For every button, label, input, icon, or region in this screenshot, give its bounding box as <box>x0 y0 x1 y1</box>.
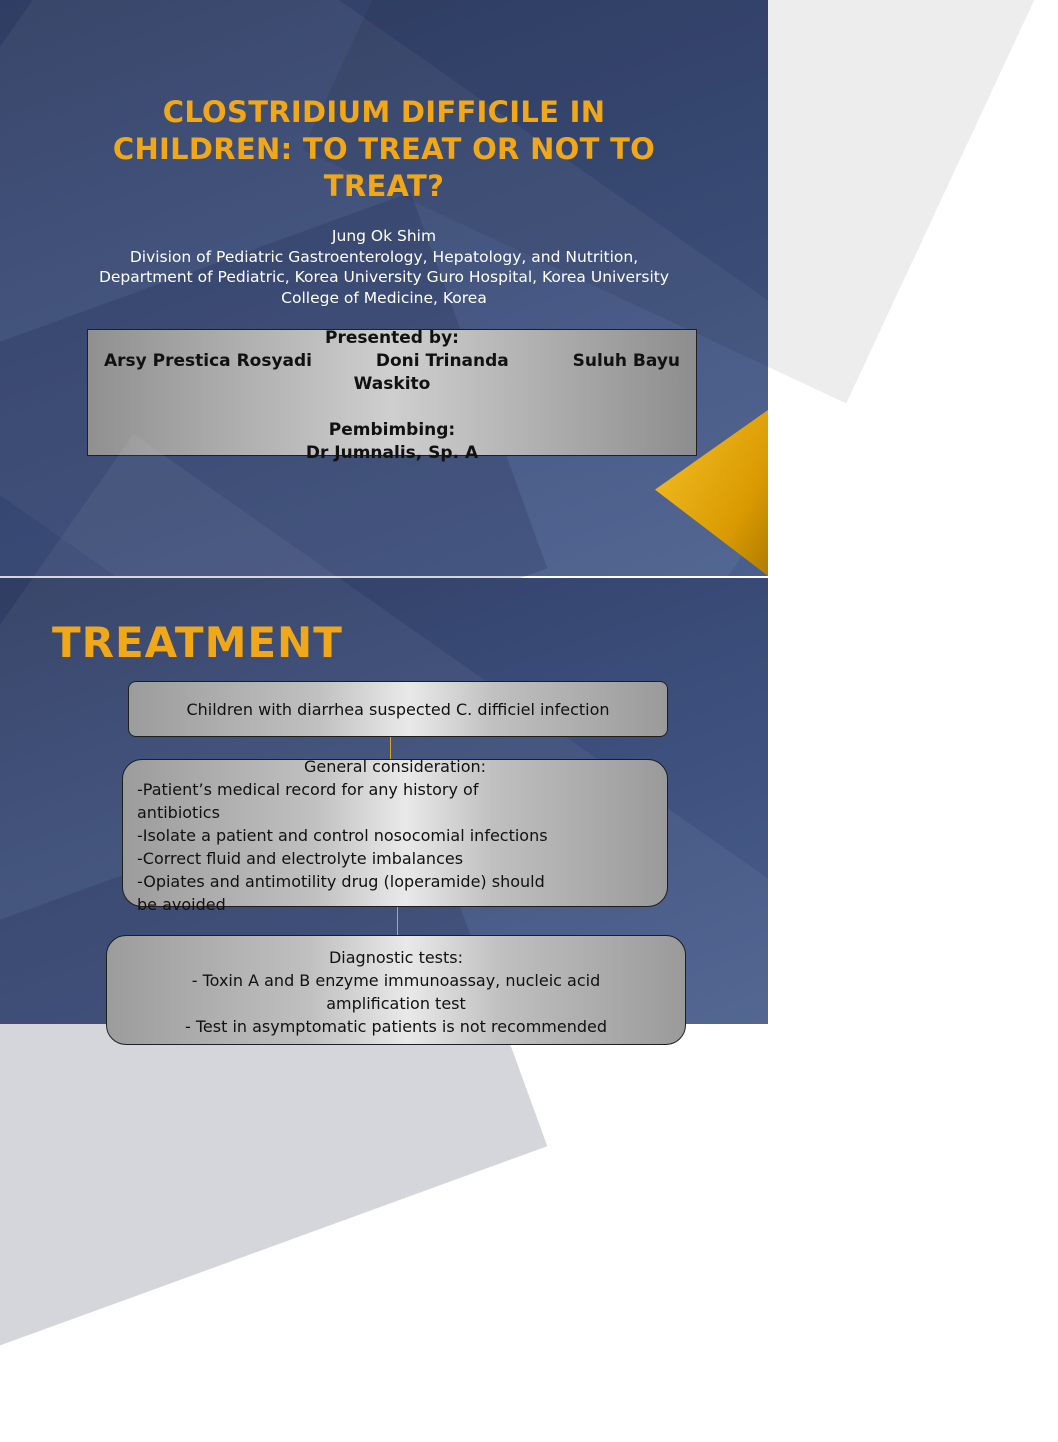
flowchart-box-start <box>128 681 668 737</box>
flowchart-box-general-consideration <box>122 757 668 914</box>
box-line: antibiotics <box>137 803 220 822</box>
box-line: - Toxin A and B enzyme immunoassay, nucleic acid <box>191 971 601 990</box>
box-line: -Patient’s medical record for any history of <box>137 780 479 799</box>
supervisor-name: Dr Jumnalis, Sp. A <box>305 443 479 463</box>
affiliation-line: Department of Pediatric, Korea University Guro Hospital, Korea University <box>98 268 670 286</box>
treatment-slide <box>0 578 768 1036</box>
box-header: General consideration: <box>303 757 487 776</box>
author-name: Jung Ok Shim <box>331 227 437 245</box>
box-line: be avoided <box>137 895 226 914</box>
title-line: CLOSTRIDIUM DIFFICILE IN <box>162 95 606 129</box>
presenter-name: Arsy Prestica Rosyadi <box>104 351 313 371</box>
presenter-name-continuation: Waskito <box>353 374 431 394</box>
presenter-box <box>87 328 697 463</box>
box-line: -Isolate a patient and control nosocomial infections <box>137 826 548 845</box>
presenter-name: Suluh Bayu <box>572 351 680 371</box>
author-block <box>40 226 728 308</box>
flowchart-box-diagnostic-tests <box>106 935 686 1045</box>
supervisor-label: Pembimbing: <box>328 420 456 440</box>
presenter-names <box>104 350 680 373</box>
title-line: CHILDREN: TO TREAT OR NOT TO <box>112 132 656 166</box>
title-line: TREAT? <box>323 169 445 203</box>
box-line: -Correct fluid and electrolyte imbalances <box>137 849 464 868</box>
box-line: amplification test <box>326 994 466 1013</box>
presenter-name: Doni Trinanda <box>375 351 509 371</box>
affiliation-line: College of Medicine, Korea <box>281 288 487 307</box>
box-header: Diagnostic tests: <box>328 948 464 967</box>
title-slide <box>0 0 768 576</box>
box-line: - Test in asymptomatic patients is not recommended <box>184 1017 607 1036</box>
flowchart-box-text: Children with diarrhea suspected C. difficiel infection <box>186 699 610 719</box>
box-line: -Opiates and antimotility drug (loperamide) should <box>137 872 545 891</box>
slide-heading: TREATMENT <box>52 618 343 667</box>
presenter-label: Presented by: <box>325 328 459 348</box>
slide-title <box>60 94 708 205</box>
affiliation-line: Division of Pediatric Gastroenterology, Hepatology, and Nutrition, <box>129 247 639 266</box>
